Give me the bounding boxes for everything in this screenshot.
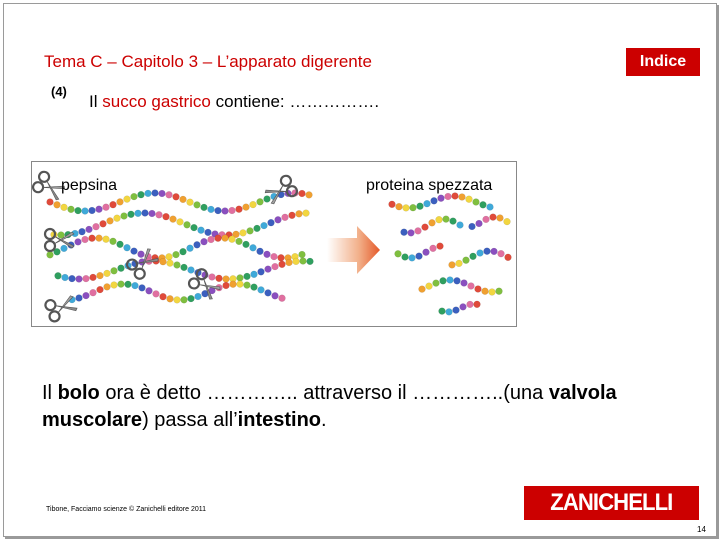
amino-acid-bead — [474, 301, 481, 308]
amino-acid-bead — [261, 222, 268, 229]
amino-acid-bead — [222, 235, 229, 242]
amino-acid-bead — [424, 200, 431, 207]
amino-acid-bead — [223, 282, 230, 289]
amino-acid-bead — [222, 208, 229, 215]
amino-acid-bead — [461, 280, 468, 287]
amino-acid-bead — [289, 212, 296, 219]
amino-acid-bead — [505, 254, 512, 261]
amino-acid-bead — [188, 295, 195, 302]
question-prefix: Il — [89, 92, 103, 111]
amino-acid-bead — [110, 238, 117, 245]
amino-acid-bead — [121, 213, 128, 220]
amino-acid-bead — [482, 288, 489, 295]
amino-acid-bead — [96, 206, 103, 213]
amino-acid-bead — [131, 193, 138, 200]
amino-acid-bead — [250, 201, 257, 208]
index-button[interactable]: Indice — [626, 48, 700, 76]
amino-acid-bead — [415, 228, 422, 235]
amino-acid-bead — [243, 204, 250, 211]
keyword-bolo: bolo — [57, 382, 100, 404]
amino-acid-bead — [138, 191, 145, 198]
amino-acid-bead — [450, 218, 457, 225]
amino-acid-bead — [159, 190, 166, 197]
amino-acid-bead — [230, 281, 237, 288]
amino-acid-bead — [296, 210, 303, 217]
amino-acid-bead — [271, 253, 278, 260]
amino-acid-bead — [257, 198, 264, 205]
amino-acid-bead — [131, 248, 138, 255]
amino-acid-bead — [205, 229, 212, 236]
amino-acid-bead — [117, 199, 124, 206]
slide — [3, 3, 717, 537]
amino-acid-bead — [163, 213, 170, 220]
amino-acid-bead — [282, 214, 289, 221]
amino-acid-bead — [111, 282, 118, 289]
amino-acid-bead — [439, 308, 446, 315]
amino-acid-bead — [156, 211, 163, 218]
amino-acid-bead — [76, 276, 83, 283]
amino-acid-bead — [257, 248, 264, 255]
keyword-intestino: intestino — [237, 409, 322, 431]
amino-acid-bead — [47, 251, 54, 258]
amino-acid-bead — [146, 287, 153, 294]
amino-acid-bead — [299, 190, 306, 197]
amino-acid-bead — [286, 259, 293, 266]
question-number: (4) — [51, 84, 67, 99]
amino-acid-bead — [272, 263, 279, 270]
exercise-sentence — [42, 380, 682, 434]
zanichelli-logo — [524, 486, 699, 520]
amino-acid-bead — [201, 204, 208, 211]
amino-acid-bead — [125, 281, 132, 288]
amino-acid-bead — [244, 273, 251, 280]
amino-acid-bead — [90, 289, 97, 296]
amino-acid-bead — [236, 238, 243, 245]
amino-acid-bead — [208, 236, 215, 243]
amino-acid-bead — [470, 253, 477, 260]
amino-acid-bead — [58, 232, 65, 239]
amino-acid-bead — [251, 284, 258, 291]
amino-acid-bead — [490, 214, 497, 221]
amino-acid-bead — [496, 288, 503, 295]
amino-acid-bead — [272, 292, 279, 299]
amino-acid-bead — [446, 309, 453, 316]
amino-acid-bead — [160, 293, 167, 300]
amino-acid-bead — [160, 258, 167, 265]
amino-acid-bead — [166, 191, 173, 198]
amino-acid-bead — [460, 304, 467, 311]
amino-acid-bead — [468, 283, 475, 290]
amino-acid-bead — [194, 241, 201, 248]
amino-acid-bead — [170, 216, 177, 223]
amino-acid-bead — [191, 224, 198, 231]
amino-acid-bead — [278, 254, 285, 261]
amino-acid-bead — [79, 228, 86, 235]
amino-acid-bead — [402, 254, 409, 261]
amino-acid-bead — [93, 223, 100, 230]
amino-acid-bead — [438, 195, 445, 202]
amino-acid-bead — [149, 210, 156, 217]
amino-acid-bead — [181, 296, 188, 303]
amino-acid-bead — [83, 292, 90, 299]
amino-acid-bead — [68, 206, 75, 213]
amino-acid-bead — [299, 251, 306, 258]
amino-acid-bead — [463, 257, 470, 264]
amino-acid-bead — [103, 236, 110, 243]
arrow-icon — [327, 226, 380, 274]
amino-acid-bead — [103, 204, 110, 211]
amino-acid-bead — [69, 275, 76, 282]
amino-acid-bead — [443, 216, 450, 223]
amino-acid-bead — [124, 196, 131, 203]
amino-acid-bead — [111, 267, 118, 274]
amino-acid-bead — [229, 207, 236, 214]
amino-acid-bead — [173, 193, 180, 200]
question-suffix: contiene: ……………. — [210, 92, 380, 111]
page-number: 14 — [697, 525, 706, 534]
amino-acid-bead — [201, 238, 208, 245]
amino-acid-bead — [497, 215, 504, 222]
amino-acid-bead — [104, 270, 111, 277]
amino-acid-bead — [477, 250, 484, 257]
amino-acid-bead — [480, 201, 487, 208]
amino-acid-bead — [423, 249, 430, 256]
amino-acid-bead — [145, 190, 152, 197]
amino-acid-bead — [128, 211, 135, 218]
amino-acid-bead — [268, 219, 275, 226]
amino-acid-bead — [142, 210, 149, 217]
amino-acid-bead — [167, 260, 174, 267]
amino-acid-bead — [491, 248, 498, 255]
amino-acid-bead — [100, 220, 107, 227]
amino-acid-bead — [198, 227, 205, 234]
amino-acid-bead — [97, 286, 104, 293]
amino-acid-bead — [76, 295, 83, 302]
amino-acid-bead — [403, 205, 410, 212]
amino-acid-bead — [250, 244, 257, 251]
amino-acid-bead — [430, 245, 437, 252]
amino-acid-bead — [82, 208, 89, 215]
amino-acid-bead — [489, 289, 496, 296]
amino-acid-bead — [54, 201, 61, 208]
amino-acid-bead — [447, 277, 454, 284]
amino-acid-bead — [453, 307, 460, 314]
question-highlight: succo gastrico — [102, 92, 211, 111]
amino-acid-bead — [437, 243, 444, 250]
logo-text: ZANICHELLI — [550, 489, 673, 516]
amino-acid-bead — [429, 219, 436, 226]
amino-acid-bead — [223, 276, 230, 283]
amino-acid-bead — [61, 245, 68, 252]
amino-acid-bead — [118, 265, 125, 272]
amino-acid-bead — [195, 293, 202, 300]
amino-acid-bead — [409, 255, 416, 262]
amino-acid-bead — [135, 210, 142, 217]
amino-acid-bead — [401, 229, 408, 236]
sentence-part: Il — [42, 382, 58, 404]
amino-acid-bead — [114, 215, 121, 222]
amino-acid-bead — [104, 284, 111, 291]
amino-acid-bead — [410, 204, 417, 211]
amino-acid-bead — [417, 203, 424, 210]
amino-acid-bead — [237, 281, 244, 288]
amino-acid-bead — [174, 262, 181, 269]
amino-acid-bead — [279, 261, 286, 268]
amino-acid-bead — [89, 207, 96, 214]
amino-acid-bead — [97, 272, 104, 279]
amino-acid-bead — [251, 271, 258, 278]
amino-acid-bead — [243, 241, 250, 248]
amino-acid-bead — [279, 295, 286, 302]
amino-acid-bead — [436, 216, 443, 223]
amino-acid-chains — [47, 190, 512, 316]
amino-acid-bead — [177, 219, 184, 226]
amino-acid-bead — [254, 225, 261, 232]
amino-acid-bead — [244, 282, 251, 289]
amino-acid-bead — [83, 275, 90, 282]
amino-acid-bead — [184, 221, 191, 228]
amino-acid-bead — [426, 283, 433, 290]
amino-acid-bead — [194, 202, 201, 209]
amino-acid-bead — [469, 223, 476, 230]
amino-acid-bead — [236, 206, 243, 213]
amino-acid-bead — [62, 274, 69, 281]
amino-acid-bead — [180, 248, 187, 255]
amino-acid-bead — [167, 295, 174, 302]
sentence-part: ora è detto ………….. attraverso il …………..(una — [99, 382, 549, 404]
amino-acid-bead — [440, 277, 447, 284]
amino-acid-bead — [265, 290, 272, 297]
amino-acid-bead — [419, 286, 426, 293]
amino-acid-bead — [240, 230, 247, 237]
amino-acid-bead — [258, 268, 265, 275]
amino-acid-bead — [229, 236, 236, 243]
amino-acid-bead — [61, 204, 68, 211]
amino-acid-bead — [107, 218, 114, 225]
amino-acid-bead — [187, 245, 194, 252]
amino-acid-bead — [300, 258, 307, 265]
amino-acid-bead — [449, 262, 456, 269]
amino-acid-bead — [237, 275, 244, 282]
amino-acid-bead — [264, 251, 271, 258]
amino-acid-bead — [209, 274, 216, 281]
amino-acid-bead — [454, 277, 461, 284]
digestion-figure — [31, 161, 517, 327]
amino-acid-bead — [293, 258, 300, 265]
amino-acid-bead — [166, 253, 173, 260]
amino-acid-bead — [473, 199, 480, 206]
amino-acid-bead — [187, 199, 194, 206]
amino-acid-bead — [247, 228, 254, 235]
pepsin-label: pepsina — [61, 177, 118, 194]
amino-acid-bead — [484, 248, 491, 255]
amino-acid-bead — [457, 222, 464, 229]
amino-acid-bead — [483, 216, 490, 223]
amino-acid-bead — [306, 192, 313, 199]
amino-acid-bead — [303, 210, 310, 217]
amino-acid-bead — [82, 236, 89, 243]
amino-acid-bead — [475, 286, 482, 293]
amino-acid-bead — [416, 253, 423, 260]
amino-acid-bead — [466, 196, 473, 203]
amino-acid-bead — [139, 285, 146, 292]
amino-acid-bead — [89, 235, 96, 242]
amino-acid-bead — [118, 281, 125, 288]
amino-acid-bead — [422, 224, 429, 231]
amino-acid-bead — [275, 216, 282, 223]
sentence-part: ) passa all’ — [142, 409, 238, 431]
amino-acid-bead — [124, 244, 131, 251]
amino-acid-bead — [264, 196, 271, 203]
amino-acid-bead — [117, 241, 124, 248]
amino-acid-bead — [215, 235, 222, 242]
amino-acid-bead — [408, 230, 415, 237]
amino-acid-bead — [215, 207, 222, 214]
amino-acid-bead — [456, 260, 463, 267]
amino-acid-bead — [174, 297, 181, 304]
amino-acid-bead — [307, 258, 314, 265]
amino-acid-bead — [431, 197, 438, 204]
amino-acid-bead — [86, 226, 93, 233]
amino-acid-bead — [75, 207, 82, 214]
amino-acid-bead — [433, 280, 440, 287]
amino-acid-bead — [258, 287, 265, 294]
amino-acid-bead — [153, 291, 160, 298]
sentence-part: . — [321, 409, 327, 431]
amino-acid-bead — [216, 275, 223, 282]
amino-acid-bead — [138, 251, 145, 258]
amino-acid-bead — [90, 274, 97, 281]
amino-acid-bead — [467, 301, 474, 308]
question-text — [89, 92, 379, 112]
amino-acid-bead — [75, 239, 82, 246]
broken-protein-label: proteina spezzata — [366, 177, 493, 194]
amino-acid-bead — [180, 196, 187, 203]
amino-acid-bead — [389, 201, 396, 208]
footer-credit: Tibone, Facciamo scienze © Zanichelli editore 2011 — [46, 506, 207, 513]
amino-acid-bead — [55, 272, 62, 279]
amino-acid-bead — [181, 264, 188, 271]
amino-acid-bead — [173, 251, 180, 258]
amino-acid-bead — [395, 250, 402, 257]
amino-acid-bead — [504, 218, 511, 225]
amino-acid-bead — [96, 235, 103, 242]
amino-acid-bead — [152, 190, 159, 197]
amino-acid-bead — [188, 267, 195, 274]
amino-acid-bead — [47, 199, 54, 206]
amino-acid-bead — [396, 203, 403, 210]
amino-acid-bead — [265, 266, 272, 273]
amino-acid-bead — [110, 201, 117, 208]
amino-acid-bead — [208, 206, 215, 213]
keyword-valvola: valvola muscolare — [42, 382, 617, 431]
amino-acid-bead — [476, 220, 483, 227]
slide-title: Tema C – Capitolo 3 – L’apparato digerente — [44, 52, 372, 71]
amino-acid-bead — [132, 282, 139, 289]
amino-acid-bead — [498, 250, 505, 257]
amino-acid-bead — [487, 204, 494, 211]
